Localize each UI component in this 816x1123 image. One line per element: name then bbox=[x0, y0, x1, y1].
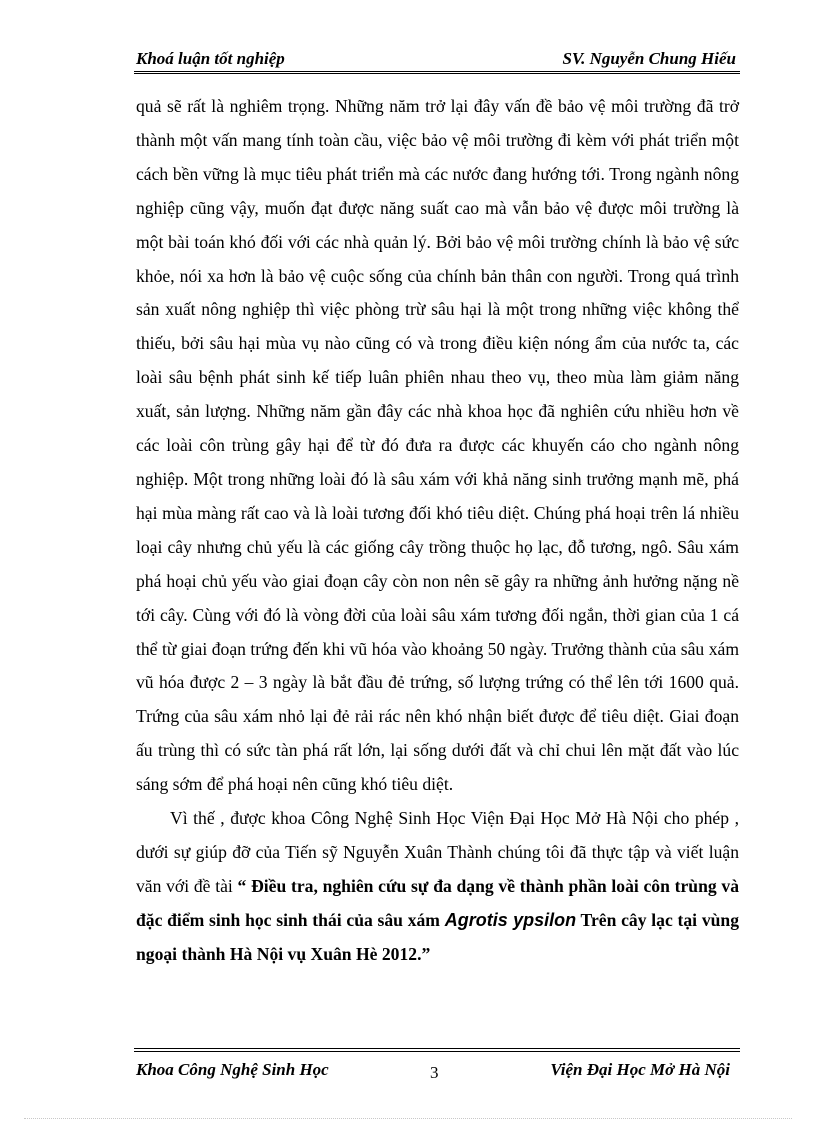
footer-institution: Viện Đại Học Mở Hà Nội bbox=[550, 1060, 730, 1079]
header-student-name: SV. Nguyễn Chung Hiếu bbox=[562, 49, 736, 68]
thesis-title-part-2: Trên cây lạc tại vùng ngoại thành Hà Nội vụ Xuân Hè 2012.” bbox=[136, 909, 739, 964]
page-header bbox=[134, 48, 740, 72]
header-rule-secondary bbox=[134, 73, 740, 74]
page-number: 3 bbox=[430, 1063, 439, 1082]
paragraph-2 bbox=[136, 802, 739, 972]
footer-rule bbox=[134, 1048, 740, 1049]
header-rule bbox=[134, 71, 740, 72]
species-latin-name: Agrotis ypsilon bbox=[444, 909, 577, 930]
page-edge-dotted-line bbox=[24, 1118, 792, 1119]
header-thesis-label: Khoá luận tốt nghiệp bbox=[136, 49, 285, 68]
page-footer bbox=[134, 1048, 740, 1084]
footer-rule-secondary bbox=[134, 1051, 740, 1052]
paragraph-2-lead: Vì thế , được khoa Công Nghệ Sinh Học Viện Đại Học Mở Hà Nội cho phép , dưới sự giúp đỡ của Tiến sỹ Nguyễn Xuân Thành chúng tôi đã thực tập và viết luận văn với đề tài bbox=[136, 808, 739, 896]
thesis-title-part-1: “ Điều tra, nghiên cứu sự đa dạng về thành phần loài côn trùng và đặc điểm sinh học sinh thái của sâu xám bbox=[136, 875, 739, 930]
footer-faculty: Khoa Công Nghệ Sinh Học bbox=[136, 1060, 329, 1079]
document-body bbox=[136, 90, 739, 972]
paragraph-1: quả sẽ rất là nghiêm trọng. Những năm trở lại đây vấn đề bảo vệ môi trường đã trở thành một vấn mang tính toàn cầu, việc bảo vệ môi trường đi kèm với phát triển một cách bền vững là mục tiêu phát triển mà các nước đang hướng tới. Trong ngành nông nghiệp cũng vậy, muốn đạt được năng suất cao mà vẫn bảo vệ được môi trường là một bài toán khó đối với các nhà quản lý. Bởi bảo vệ môi trường chính là bảo vệ sức khỏe, nói xa hơn là bảo vệ cuộc sống của chính bản thân con người. Trong quá trình sản xuất nông nghiệp thì việc phòng trừ sâu hại là một trong những việc không thể thiếu, bởi sâu hại mùa vụ nào cũng có và trong điều kiện nóng ẩm của nước ta, các loài sâu bệnh phát sinh kế tiếp luân phiên nhau theo vụ, theo mùa làm giảm năng xuất, sản lượng. Những năm gần đây các nhà khoa học đã nghiên cứu nhiều hơn về các loài côn trùng gây hại để từ đó đưa ra được các khuyến cáo cho ngành nông nghiệp. Một trong những loài đó là sâu xám với khả năng sinh trưởng mạnh mẽ, phá hại mùa màng rất cao và là loài tương đối khó tiêu diệt. Chúng phá hoại trên lá nhiều loại cây nhưng chủ yếu là các giống cây trồng thuộc họ lạc, đỗ tương, ngô. Sâu xám phá hoại chủ yếu vào giai đoạn cây còn non nên sẽ gây ra những ảnh hưởng nặng nề tới cây. Cùng với đó là vòng đời của loài sâu xám tương đối ngắn, thời gian của 1 cá thể từ giai đoạn trứng đến khi vũ hóa vào khoảng 50 ngày. Trưởng thành của sâu xám vũ hóa được 2 – 3 ngày là bắt đầu đẻ trứng, số lượng trứng có thể lên tới 1600 quả. Trứng của sâu xám nhỏ lại đẻ rải rác nên khó nhận biết được để tiêu diệt. Giai đoạn ấu trùng thì có sức tàn phá rất lớn, lại sống dưới đất và chỉ chui lên mặt đất vào lúc sáng sớm để phá hoại nên cũng khó tiêu diệt. bbox=[136, 96, 739, 795]
